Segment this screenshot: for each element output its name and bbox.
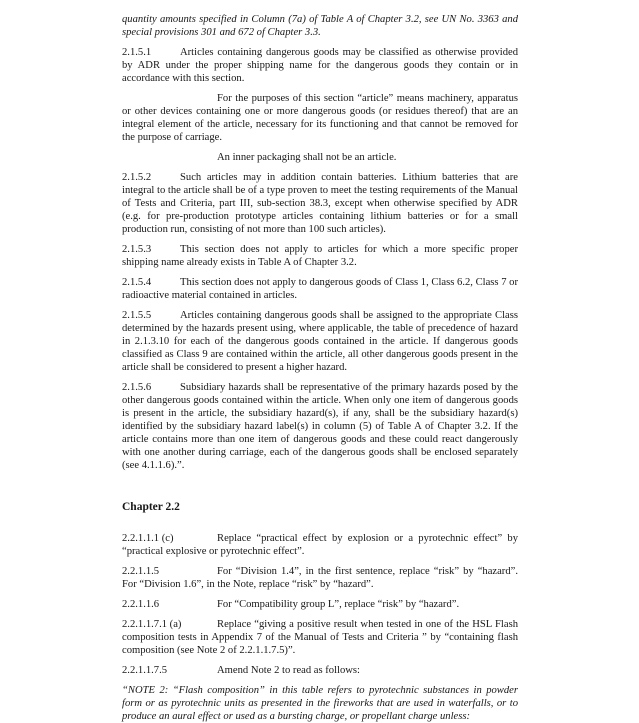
clause-number: 2.1.5.6 [122, 382, 152, 393]
clause-number: 2.2.1.1.6 [122, 599, 160, 610]
clause-number: 2.2.1.1.7.1 (a) [122, 619, 182, 630]
clause-2-1-5-1 [122, 46, 518, 85]
clause-text: Subsidiary hazards shall be representative of the primary hazards posed by the other dangerous goods contained within the article. When only one item of dangerous goods is present in the article, the subsidiary hazard(s), if any, shall be the subsidiary hazard(s) identified by the subsidiary hazard label(s) in column (5) of Table A of Chapter 3.2. If the article contains more than one item of dangerous goods and these could react dangerously with one another during carriage, each of the dangerous goods shall be enclosed separately (see 4.1.1.6).”. [122, 382, 518, 471]
clause-text: Such articles may in addition contain batteries. Lithium batteries that are integral to the article shall be of a type proven to meet the testing requirements of the Manual of Tests and Criteria, part III, sub-section 38.3, except when otherwise specified by ADR (e.g. for pre-production prototype articles containing lithium batteries or for a small production run, consisting of not more than 100 such articles). [122, 172, 518, 235]
clause-2-1-5-4 [122, 276, 518, 302]
clause-number: 2.1.5.5 [122, 310, 152, 321]
clause-text: Articles containing dangerous goods shall be assigned to the appropriate Class determined by the hazards present using, where applicable, the table of precedence of hazard in 2.1.3.10 for each of the dangerous goods contained in the article. If dangerous goods classified as Class 9 are contained within the article, all other dangerous goods present in the article shall be considered to present a higher hazard. [122, 310, 518, 373]
clause-text: For “Division 1.4”, in the first sentence, replace “risk” by “hazard”. For “Division 1.6”, in the Note, replace “risk” by “hazard”. [122, 566, 518, 590]
clause-number: 2.2.1.1.7.5 [122, 665, 168, 676]
continuation-paragraph: quantity amounts specified in Column (7a) of Table A of Chapter 3.2, see UN No. 3363 and special provisions 301 and 672 of Chapter 3.3. [122, 14, 518, 38]
note-2-paragraph: “NOTE 2: “Flash composition” in this table refers to pyrotechnic substances in powder form or as pyrotechnic units as presented in the fireworks that are used in waterfalls, or to produce an aural effect or used as a bursting charge, or propellant charge unless: [122, 685, 518, 722]
clause-2-2-1-1-1-c [122, 532, 518, 558]
clause-text: For “Compatibility group L”, replace “risk” by “hazard”. [217, 599, 460, 610]
clause-2-1-5-2 [122, 171, 518, 236]
clause-2-2-1-1-5 [122, 565, 518, 591]
clause-number: 2.1.5.1 [122, 47, 152, 58]
paragraph-article-definition: For the purposes of this section “article” means machinery, apparatus or other devices containing one or more dangerous goods (or residues thereof) that are an integral element of the article, necessary for its functioning and that cannot be removed for the purpose of carriage. [122, 93, 518, 143]
chapter-heading: Chapter 2.2 [122, 501, 180, 513]
clause-text: This section does not apply to dangerous goods of Class 1, Class 6.2, Class 7 or radioactive material contained in articles. [122, 277, 518, 301]
clause-2-2-1-1-7-5 [122, 664, 518, 677]
clause-2-1-5-3 [122, 243, 518, 269]
clause-text: Replace “giving a positive result when tested in one of the HSL Flash composition tests in Appendix 7 of the Manual of Tests and Criteria ” by “containing flash composition (see Note 2 of 2.2.1.1.7.5)”. [122, 619, 518, 656]
clause-number: 2.1.5.2 [122, 172, 152, 183]
clause-text: Articles containing dangerous goods may be classified as otherwise provided by ADR under the proper shipping name for the dangerous goods they contain or in accordance with this section. [122, 47, 518, 84]
clause-number: 2.2.1.1.1 (c) [122, 533, 174, 544]
clause-number: 2.1.5.3 [122, 244, 152, 255]
clause-text: This section does not apply to articles for which a more specific proper shipping name already exists in Table A of Chapter 3.2. [122, 244, 518, 268]
clause-number: 2.1.5.4 [122, 277, 152, 288]
clause-2-1-5-5 [122, 309, 518, 374]
paragraph-inner-packaging: An inner packaging shall not be an article. [217, 152, 397, 163]
clause-2-1-5-6 [122, 381, 518, 472]
clause-2-2-1-1-6 [122, 598, 518, 611]
clause-text: Replace “practical effect by explosion or a pyrotechnic effect” by “practical explosive or pyrotechnic effect”. [122, 533, 518, 557]
clause-text: Amend Note 2 to read as follows: [217, 665, 360, 676]
clause-2-2-1-1-7-1-a [122, 618, 518, 657]
clause-number: 2.2.1.1.5 [122, 566, 160, 577]
